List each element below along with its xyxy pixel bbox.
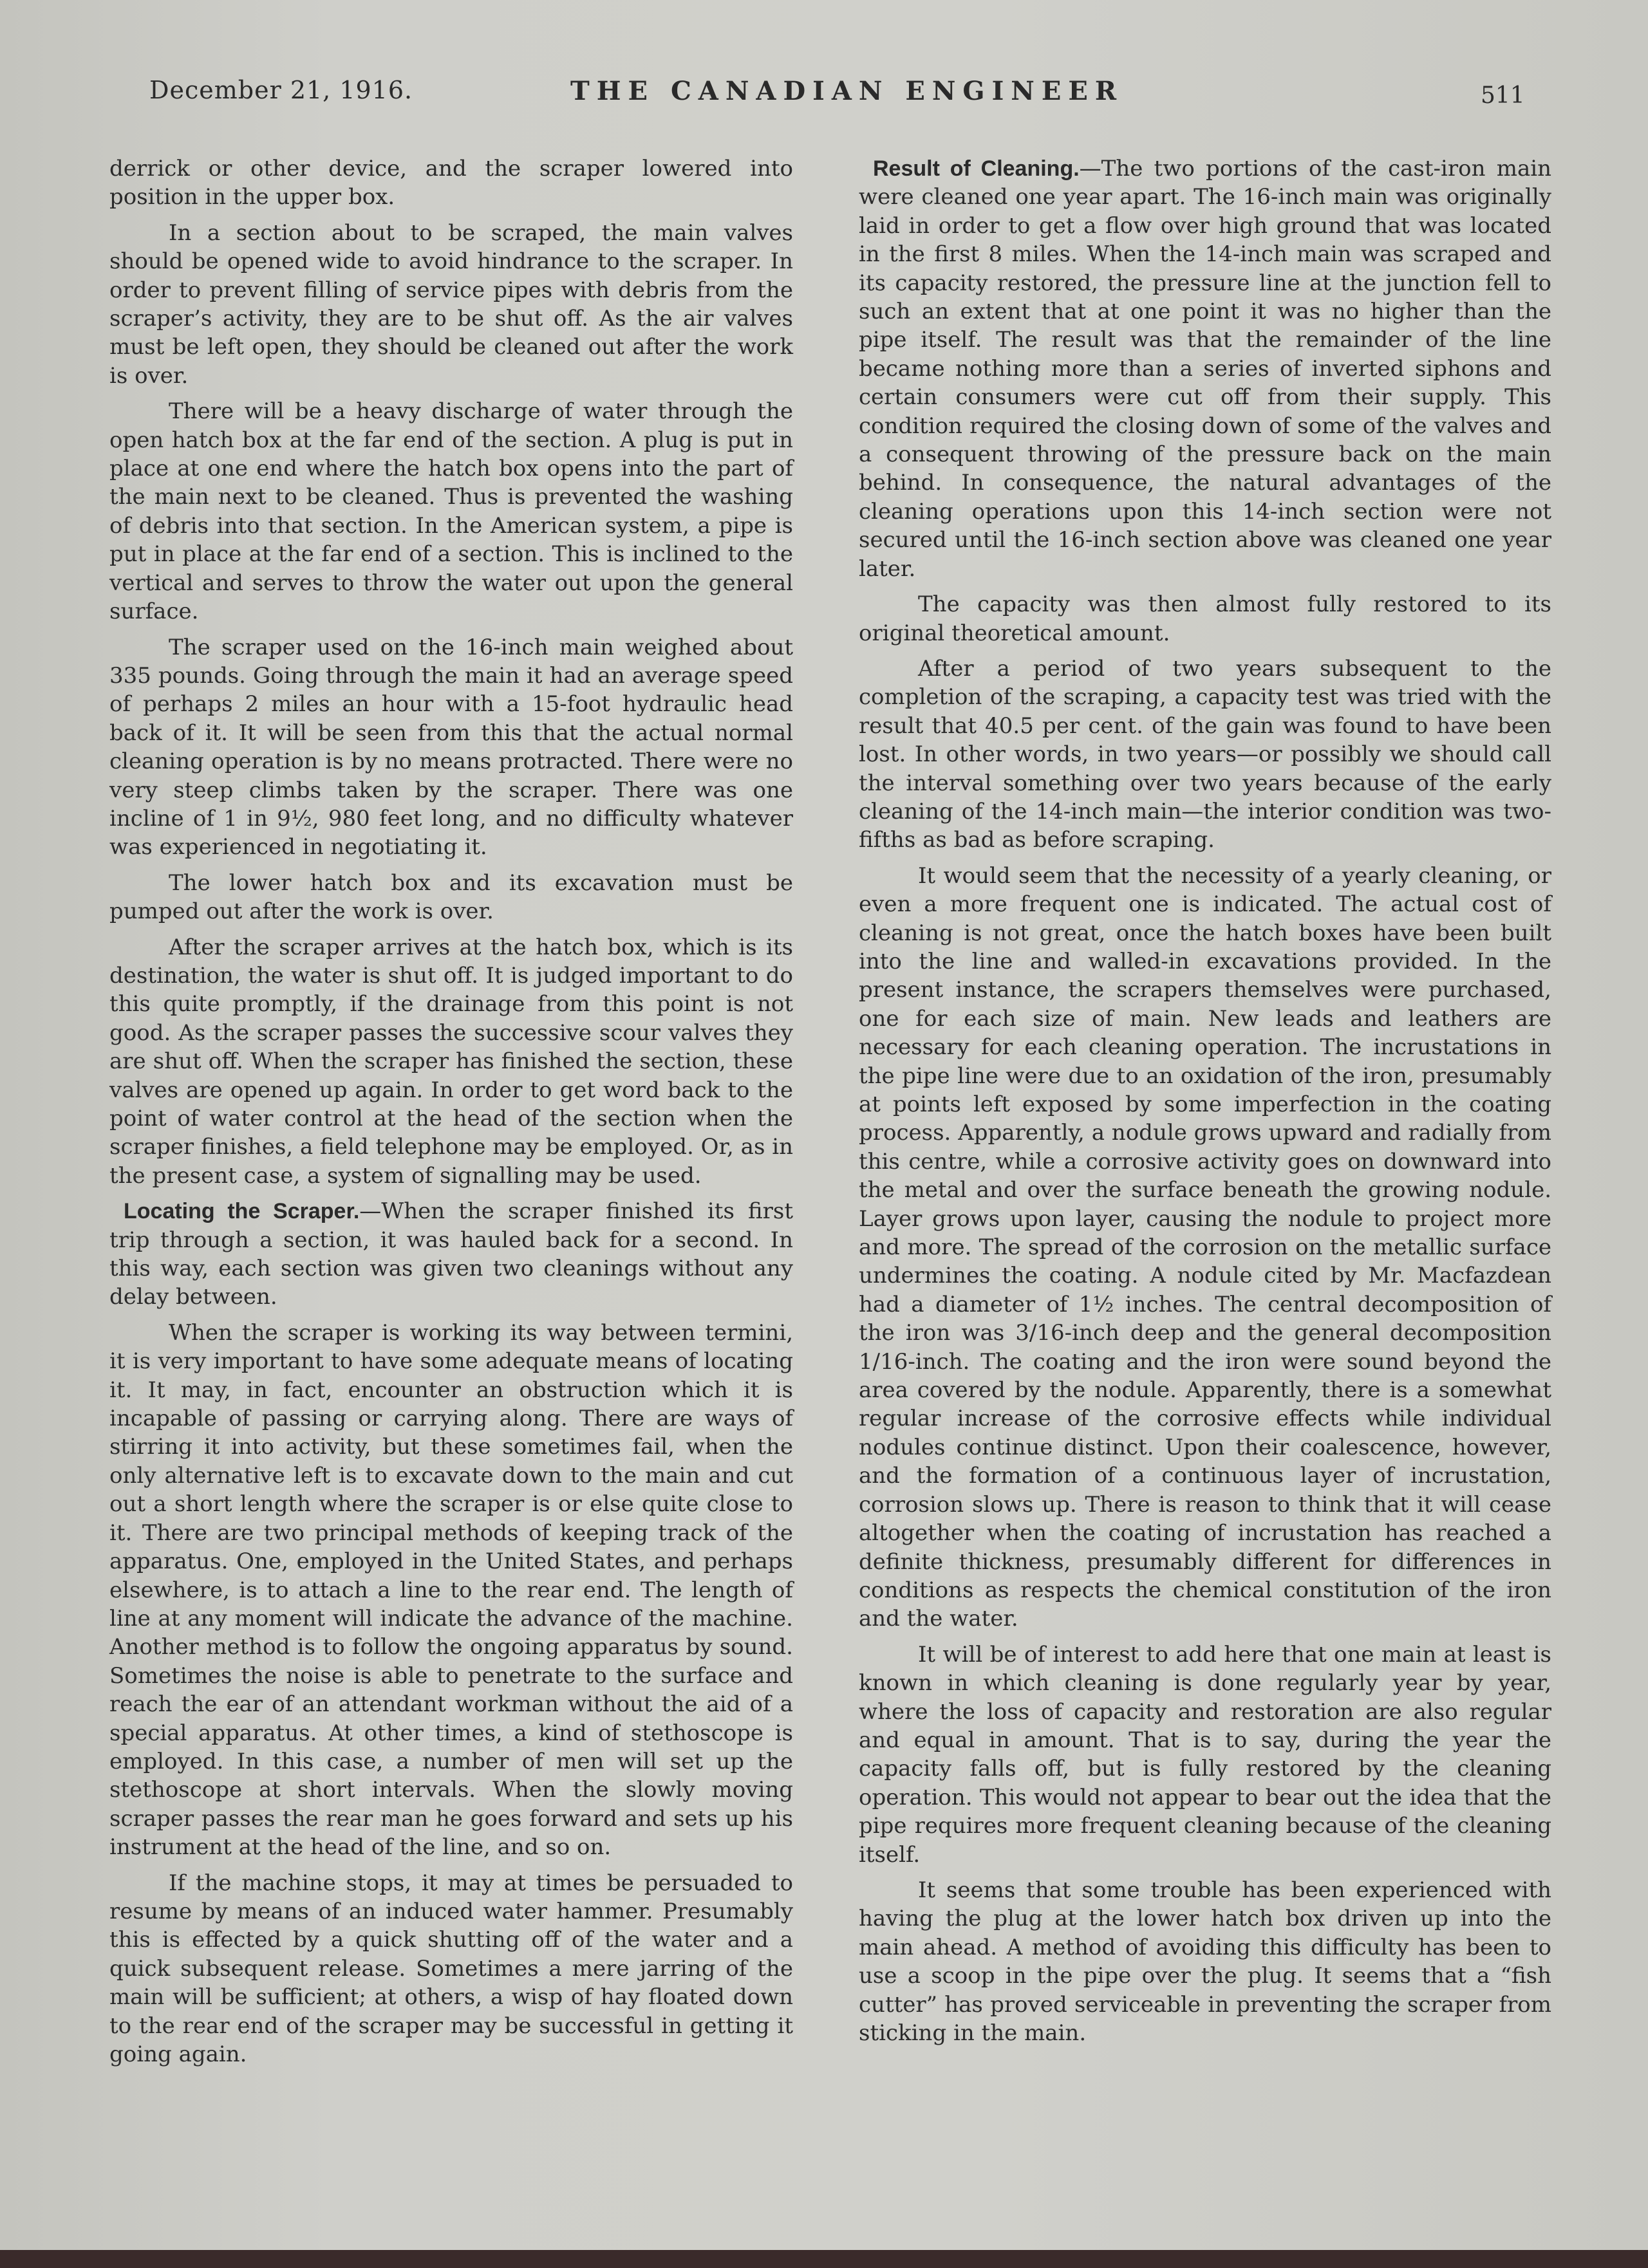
page-number: 511 — [1481, 82, 1525, 109]
paragraph: It will be of interest to add here that one main at least is known in which cleaning is done regularly year by year, where the loss of capacity and restoration are also regular and equal in amount. That is to say, during the year the capacity falls off, but is fully restored by the cleaning operation. This would not appear to bear out the idea that the pipe requires more frequent cleaning because of the cleaning itself. — [859, 1641, 1551, 1868]
issue-date: December 21, 1916. — [149, 76, 413, 104]
right-column — [859, 154, 1551, 2054]
paragraph: There will be a heavy discharge of water through the open hatch box at the far end of the section. A plug is put in place at one end where the hatch box opens into the part of the main next to be cleaned. Thus is prevented the washing of debris into that section. In the American system, a pipe is put in place at the far end of a section. This is inclined to the vertical and serves to throw the water out upon the general surface. — [109, 398, 793, 625]
paragraph: It seems that some trouble has been experienced with having the plug at the lower hatch box driven up into the main ahead. A method of avoiding this difficulty has been to use a scoop in the pipe over the plug. It seems that a “fish cutter” has proved serviceable in preventing the scraper from sticking in the main. — [859, 1877, 1551, 2046]
paragraph: In a section about to be scraped, the main valves should be opened wide to avoid hindrance to the scraper. In order to prevent filling of service pipes with debris from the scraper’s activity, they are to be shut off. As the air valves must be left open, they should be cleaned out after the work is over. — [109, 219, 793, 389]
paragraph: derrick or other device, and the scraper lowered into position in the upper box. — [109, 156, 793, 210]
paragraph: The scraper used on the 16-inch main weighed about 335 pounds. Going through the main it had an average speed of perhaps 2 miles an hour with a 15-foot hydraulic head back of it. It will be seen from this that the actual normal cleaning operation is by no means protracted. There were no very steep climbs taken by the scraper. There was one incline of 1 in 9½, 980 feet long, and no difficulty whatever was experienced in negotiating it. — [109, 634, 793, 860]
section-heading: Locating the Scraper. — [124, 1199, 360, 1224]
paragraph: If the machine stops, it may at times be persuaded to resume by means of an induced water hammer. Presumably this is effected by a quick shutting off of the water and a quick subsequent release. Sometimes a mere jarring of the main will be sufficient; at others, a wisp of hay floated down to the rear end of the scraper may be successful in getting it going again. — [109, 1870, 793, 2067]
section-text: —The two portions of the cast-iron main were cleaned one year apart. The 16-inch main was originally laid in order to get a flow over high ground that was located in the first 8 miles. When the 14-inch main was scraped and its capacity restored, the pressure line at the junction fell to such an extent that at one point it was no higher than the pipe itself. The result was that the remainder of the line became nothing more than a series of inverted siphons and certain consumers were cut off from their supply. This condition required the closing down of some of the valves and a consequent throwing of the pressure back on the main behind. In consequence, the natural advantages of the cleaning operations upon this 14-inch section were not secured until the 16-inch section above was cleaned one year later. — [859, 156, 1551, 582]
paragraph: It would seem that the necessity of a yearly cleaning, or even a more frequent one is indicated. The actual cost of cleaning is not great, once the hatch boxes have been built into the line and walled-in excavations provided. In the present instance, the scrapers themselves were purchased, one for each size of main. New leads and leathers are necessary for each cleaning operation. The incrustations in the pipe line were due to an oxidation of the iron, presumably at points left exposed by some imperfection in the coating process. Apparently, a nodule grows upward and radially from this centre, while a corrosive activity goes on downward into the metal and over the surface beneath the growing nodule. Layer grows upon layer, causing the nodule to project more and more. The spread of the corrosion on the metallic surface undermines the coating. A nodule cited by Mr. Macfazdean had a diameter of 1½ inches. The central decomposition of the iron was 3/16-inch deep and the general decomposition 1/16-inch. The coating and the iron were sound beyond the area covered by the nodule. Apparently, there is a somewhat regular increase of the corrosive effects while individual nodules continue distinct. Upon their coalescence, however, and the formation of a continuous layer of incrustation, corrosion slows up. There is reason to think that it will cease altogether when the coating of incrustation has reached a definite thickness, presumably different for differences in conditions as respects the chemical constitution of the iron and the water. — [859, 862, 1551, 1632]
paragraph: The lower hatch box and its excavation must be pumped out after the work is over. — [109, 869, 793, 925]
section-paragraph — [859, 154, 1551, 583]
section-heading: Result of Cleaning. — [873, 156, 1080, 181]
paragraph: After the scraper arrives at the hatch box, which is its destination, the water is shut off. It is judged important to do this quite promptly, if the drainage from this point is not good. As the scraper passes the successive scour valves they are shut off. When the scraper has finished the section, these valves are opened up again. In order to get word back to the point of water control at the head of the section when the scraper finishes, a field telephone may be employed. Or, as in the present case, a system of signalling may be used. — [109, 934, 793, 1189]
page-header — [0, 76, 1648, 115]
paragraph: When the scraper is working its way between termini, it is very important to have some adequate means of locating it. It may, in fact, encounter an obstruction which it is incapable of passing or carrying along. There are ways of stirring it into activity, but these sometimes fail, when the only alternative left is to excavate down to the main and cut out a short length where the scraper is or else quite close to it. There are two principal methods of keeping track of the apparatus. One, employed in the United States, and perhaps elsewhere, is to attach a line to the rear end. The length of line at any moment will indicate the advance of the machine. Another method is to follow the ongoing apparatus by sound. Sometimes the noise is able to penetrate to the surface and reach the ear of an attendant workman without the aid of a special apparatus. At other times, a kind of stethoscope is employed. In this case, a number of men will set up the stethoscope at short intervals. When the slowly moving scraper passes the rear man he goes forward and sets up his instrument at the head of the line, and so on. — [109, 1319, 793, 1861]
paragraph: After a period of two years subsequent to the completion of the scraping, a capacity test was tried with the result that 40.5 per cent. of the gain was found to have been lost. In other words, in two years—or possibly we should call the interval something over two years because of the early cleaning of the 14-inch main—the interior condition was two-fifths as bad as before scraping. — [859, 655, 1551, 853]
section-paragraph — [109, 1197, 793, 1312]
section-text: —When the scraper finished its first trip through a section, it was hauled back for a second. In this way, each section was given two cleanings without any delay between. — [109, 1198, 793, 1310]
page-edge-band — [0, 2250, 1648, 2268]
journal-title: THE CANADIAN ENGINEER — [570, 76, 1124, 106]
left-column — [109, 154, 793, 2076]
paragraph: The capacity was then almost fully restored to its original theoretical amount. — [859, 591, 1551, 646]
